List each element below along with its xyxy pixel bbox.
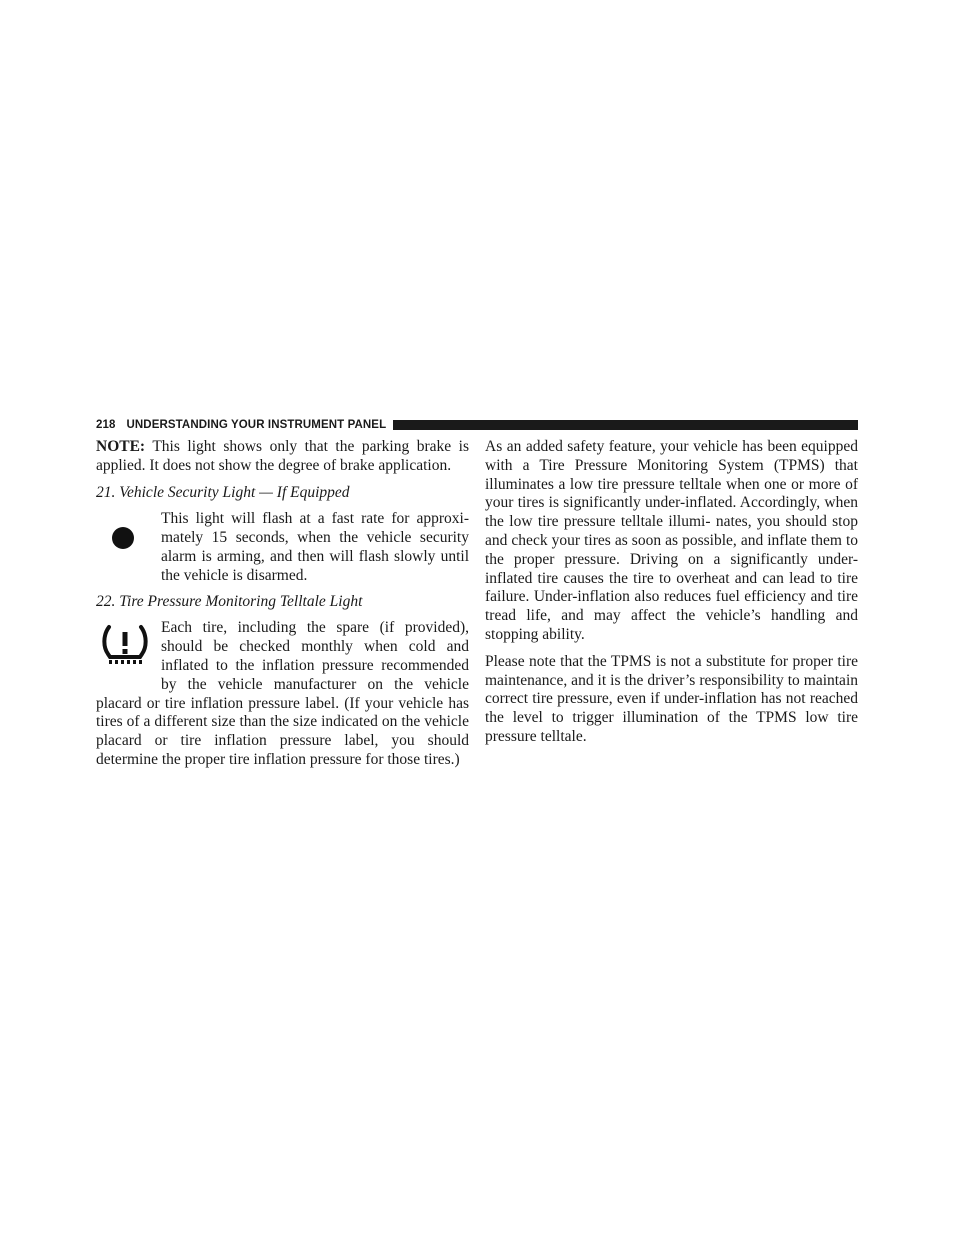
tpms-note-paragraph: Please note that the TPMS is not a substitute for proper tire maintenance, and it is the driver’s responsibility to maintain correct tire pressure, even if under-inflation has not reached the level to trigger illumination of the TPMS low tire pressure telltale. [485,652,858,745]
tpms-text: Each tire, including the spare (if provided), should be checked monthly when cold and inflated to the inflation pressure recommended by the vehicle manufacturer on the vehicle placard or tire inflation pressure label. (If your vehicle has tires of a different size than the size indicated on the vehicle placard or tire inflation pressure label, you should determine the proper tire inflation pressure for those tires.) [96,619,469,768]
section-title: UNDERSTANDING YOUR INSTRUMENT PANEL [126,419,387,431]
note-text: This light shows only that the parking brake is applied. It does not show the degree of brake application. [96,438,469,474]
note-paragraph [96,438,469,476]
tpms-block [96,619,469,769]
security-icon-wrap [96,510,161,578]
tpms-heading: 22. Tire Pressure Monitoring Telltale Light [96,592,363,610]
security-light-block [96,510,469,585]
tire-pressure-warning-icon [100,621,150,667]
page-number: 218 [96,419,116,431]
tpms-icon-wrap [96,619,161,681]
tpms-safety-paragraph: As an added safety feature, your vehicle has been equipped with a Tire Pressure Monitoring System (TPMS) that illuminates a low tire pressure telltale when one or more of your tires is significantly under-inflated. Accordingly, when the low tire pressure telltale illumi- nates, you should stop and check your tires as soon as possible, and inflate them to the proper pressure. Driving on a significantly under-inflated tire causes the tire to overheat and can lead to tire failure. Under-inflation also reduces fuel efficiency and tire tread life, and may affect the vehicle’s handling and stopping ability. [485,438,858,643]
security-light-heading: 21. Vehicle Security Light — If Equipped [96,483,350,501]
page-header [96,417,858,433]
header-rule [393,420,858,430]
vehicle-security-dot-icon [112,527,134,549]
security-light-text: This light will flash at a fast rate for approxi- mately 15 seconds, when the vehicle security alarm is arming, and then will flash slowly until the vehicle is disarmed. [161,510,469,584]
note-label: NOTE: [96,438,146,455]
right-column [485,438,858,747]
left-column [96,438,469,770]
